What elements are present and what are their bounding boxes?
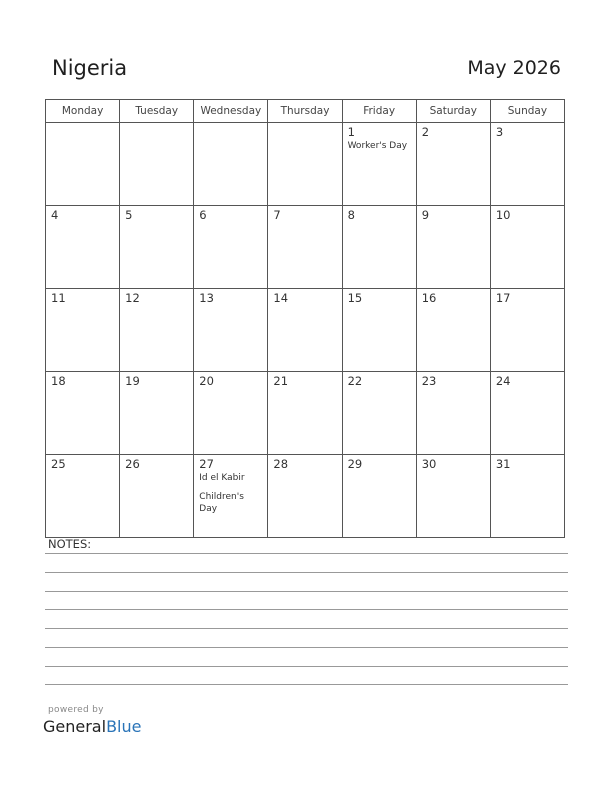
- note-line: [45, 609, 568, 610]
- day-number: 31: [495, 457, 511, 471]
- powered-by-label: powered by: [48, 705, 104, 715]
- day-cell: [120, 206, 194, 289]
- day-number: 16: [421, 291, 437, 305]
- day-cell: [416, 372, 490, 455]
- day-number: 29: [347, 457, 363, 471]
- logo-text-general: General: [43, 717, 107, 736]
- day-cell: [490, 123, 564, 206]
- week-row: [46, 206, 565, 289]
- day-number: 24: [495, 374, 511, 388]
- day-number: 9: [421, 208, 430, 222]
- day-number: 5: [125, 208, 133, 222]
- day-cell: [46, 289, 120, 372]
- day-cell: [342, 289, 416, 372]
- day-cell: [194, 123, 268, 206]
- holiday-label: Worker's Day: [347, 141, 408, 151]
- note-line: [45, 572, 568, 573]
- week-row: [46, 289, 565, 372]
- weekday-header: Monday: [46, 100, 120, 123]
- day-number: 19: [125, 374, 140, 388]
- day-number: 17: [495, 291, 511, 305]
- day-cell: [120, 123, 194, 206]
- note-line: [45, 647, 568, 648]
- week-row: [46, 123, 565, 206]
- day-number: 4: [51, 208, 59, 222]
- holiday-label: Children's Day: [199, 492, 244, 514]
- day-number: 23: [421, 374, 437, 388]
- note-line: [45, 666, 568, 667]
- day-cell: [342, 123, 416, 206]
- day-cell: [46, 206, 120, 289]
- day-number: 2: [421, 125, 430, 139]
- day-number: 13: [199, 291, 214, 305]
- day-cell: [120, 289, 194, 372]
- day-number: 20: [199, 374, 214, 388]
- calendar-grid: [45, 99, 565, 538]
- generalblue-logo[interactable]: [43, 717, 141, 736]
- note-line: [45, 591, 568, 592]
- day-number: 1: [347, 125, 355, 139]
- day-number: 11: [51, 291, 66, 305]
- day-number: 14: [273, 291, 289, 305]
- day-number: 15: [347, 291, 363, 305]
- weekday-header: Friday: [342, 100, 416, 123]
- day-number: 26: [125, 457, 140, 471]
- day-number: 3: [495, 125, 504, 139]
- day-cell: [268, 372, 342, 455]
- day-cell: [342, 206, 416, 289]
- day-number: 22: [347, 374, 363, 388]
- day-number: 12: [125, 291, 140, 305]
- week-row: [46, 372, 565, 455]
- day-cell: [490, 206, 564, 289]
- day-number: 10: [495, 208, 511, 222]
- week-row: [46, 455, 565, 538]
- day-number: 8: [347, 208, 355, 222]
- day-number: 21: [273, 374, 289, 388]
- day-cell: [194, 372, 268, 455]
- day-cell: [416, 206, 490, 289]
- day-cell: [268, 289, 342, 372]
- month-year-title: May 2026: [467, 57, 561, 79]
- weekday-header: Saturday: [416, 100, 490, 123]
- day-cell: [194, 289, 268, 372]
- weekday-header: Thursday: [268, 100, 342, 123]
- weekday-header: Wednesday: [194, 100, 268, 123]
- day-cell: [416, 123, 490, 206]
- note-line: [45, 628, 568, 629]
- weekday-header: Tuesday: [120, 100, 194, 123]
- day-number: 25: [51, 457, 66, 471]
- day-cell: [268, 123, 342, 206]
- day-cell: [416, 289, 490, 372]
- day-number: 6: [199, 208, 207, 222]
- day-cell: [342, 372, 416, 455]
- note-line: [45, 553, 568, 554]
- day-cell: [268, 455, 342, 538]
- day-cell: [194, 206, 268, 289]
- day-number: 30: [421, 457, 437, 471]
- day-cell: [194, 455, 268, 538]
- day-cell: [46, 372, 120, 455]
- weekday-header-row: [46, 100, 565, 123]
- weekday-header: Sunday: [490, 100, 564, 123]
- day-cell: [120, 372, 194, 455]
- day-cell: [490, 372, 564, 455]
- country-title: Nigeria: [52, 56, 128, 80]
- holiday-label: Id el Kabir: [199, 473, 245, 483]
- day-cell: [490, 455, 564, 538]
- day-number: 18: [51, 374, 66, 388]
- logo-text-blue: Blue: [106, 717, 142, 736]
- note-line: [45, 684, 568, 685]
- day-number: 7: [273, 208, 281, 222]
- day-cell: [342, 455, 416, 538]
- day-cell: [416, 455, 490, 538]
- notes-label: NOTES:: [48, 537, 92, 551]
- day-cell: [490, 289, 564, 372]
- day-cell: [46, 123, 120, 206]
- day-cell: [46, 455, 120, 538]
- day-cell: [120, 455, 194, 538]
- day-number: 27: [199, 457, 214, 471]
- day-cell: [268, 206, 342, 289]
- day-number: 28: [273, 457, 289, 471]
